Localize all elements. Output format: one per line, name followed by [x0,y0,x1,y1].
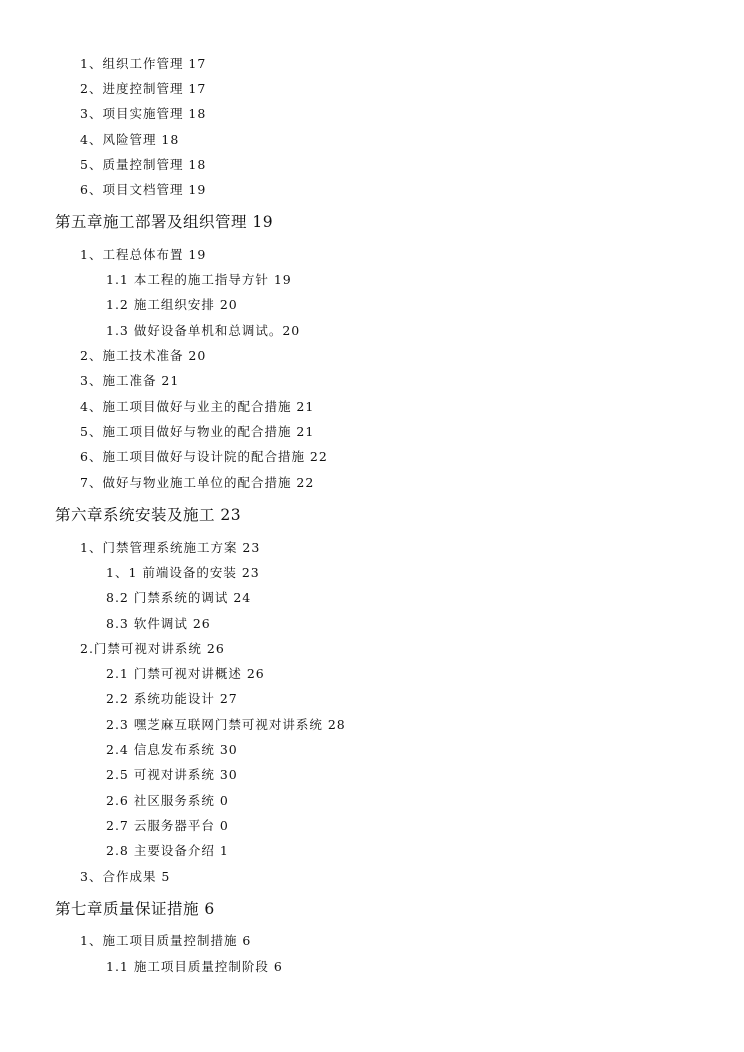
toc-chapter-heading[interactable]: 第七章质量保证措施 6 [55,900,215,918]
toc-subentry[interactable]: 1、1 前端设备的安装 23 [106,565,260,580]
toc-chapter-heading[interactable]: 第五章施工部署及组织管理 19 [55,213,274,231]
toc-subentry[interactable]: 2.1 门禁可视对讲概述 26 [106,666,265,681]
toc-entry[interactable]: 4、施工项目做好与业主的配合措施 21 [80,399,315,414]
toc-entry[interactable]: 2、进度控制管理 17 [80,81,207,96]
toc-entry[interactable]: 4、风险管理 18 [80,132,180,147]
toc-entry[interactable]: 7、做好与物业施工单位的配合措施 22 [80,475,315,490]
toc-entry[interactable]: 1、组织工作管理 17 [80,56,207,71]
toc-subentry[interactable]: 2.8 主要设备介绍 1 [106,843,229,858]
toc-entry[interactable]: 1、门禁管理系统施工方案 23 [80,540,261,555]
toc-entry[interactable]: 2.门禁可视对讲系统 26 [80,641,225,656]
toc-entry[interactable]: 3、施工准备 21 [80,373,180,388]
toc-subentry[interactable]: 2.2 系统功能设计 27 [106,691,238,706]
toc-subentry[interactable]: 8.2 门禁系统的调试 24 [106,590,252,605]
toc-entry[interactable]: 2、施工技术准备 20 [80,348,207,363]
toc-subentry[interactable]: 1.2 施工组织安排 20 [106,297,238,312]
toc-subentry[interactable]: 2.6 社区服务系统 0 [106,793,229,808]
toc-entry[interactable]: 3、合作成果 5 [80,869,171,884]
toc-subentry[interactable]: 2.4 信息发布系统 30 [106,742,238,757]
toc-chapter-heading[interactable]: 第六章系统安装及施工 23 [55,506,242,524]
toc-subentry[interactable]: 2.5 可视对讲系统 30 [106,767,238,782]
toc-subentry[interactable]: 2.7 云服务器平台 0 [106,818,229,833]
toc-subentry[interactable]: 8.3 软件调试 26 [106,616,211,631]
toc-subentry[interactable]: 1.1 施工项目质量控制阶段 6 [106,959,283,974]
toc-entry[interactable]: 1、工程总体布置 19 [80,247,207,262]
toc-subentry[interactable]: 1.1 本工程的施工指导方针 19 [106,272,292,287]
toc-entry[interactable]: 5、质量控制管理 18 [80,157,207,172]
toc-entry[interactable]: 3、项目实施管理 18 [80,106,207,121]
toc-entry[interactable]: 6、项目文档管理 19 [80,182,207,197]
toc-entry[interactable]: 1、施工项目质量控制措施 6 [80,933,252,948]
toc-entry[interactable]: 6、施工项目做好与设计院的配合措施 22 [80,449,328,464]
toc-subentry[interactable]: 1.3 做好设备单机和总调试。20 [106,323,301,338]
toc-subentry[interactable]: 2.3 嘿芝麻互联网门禁可视对讲系统 28 [106,717,346,732]
toc-entry[interactable]: 5、施工项目做好与物业的配合措施 21 [80,424,315,439]
